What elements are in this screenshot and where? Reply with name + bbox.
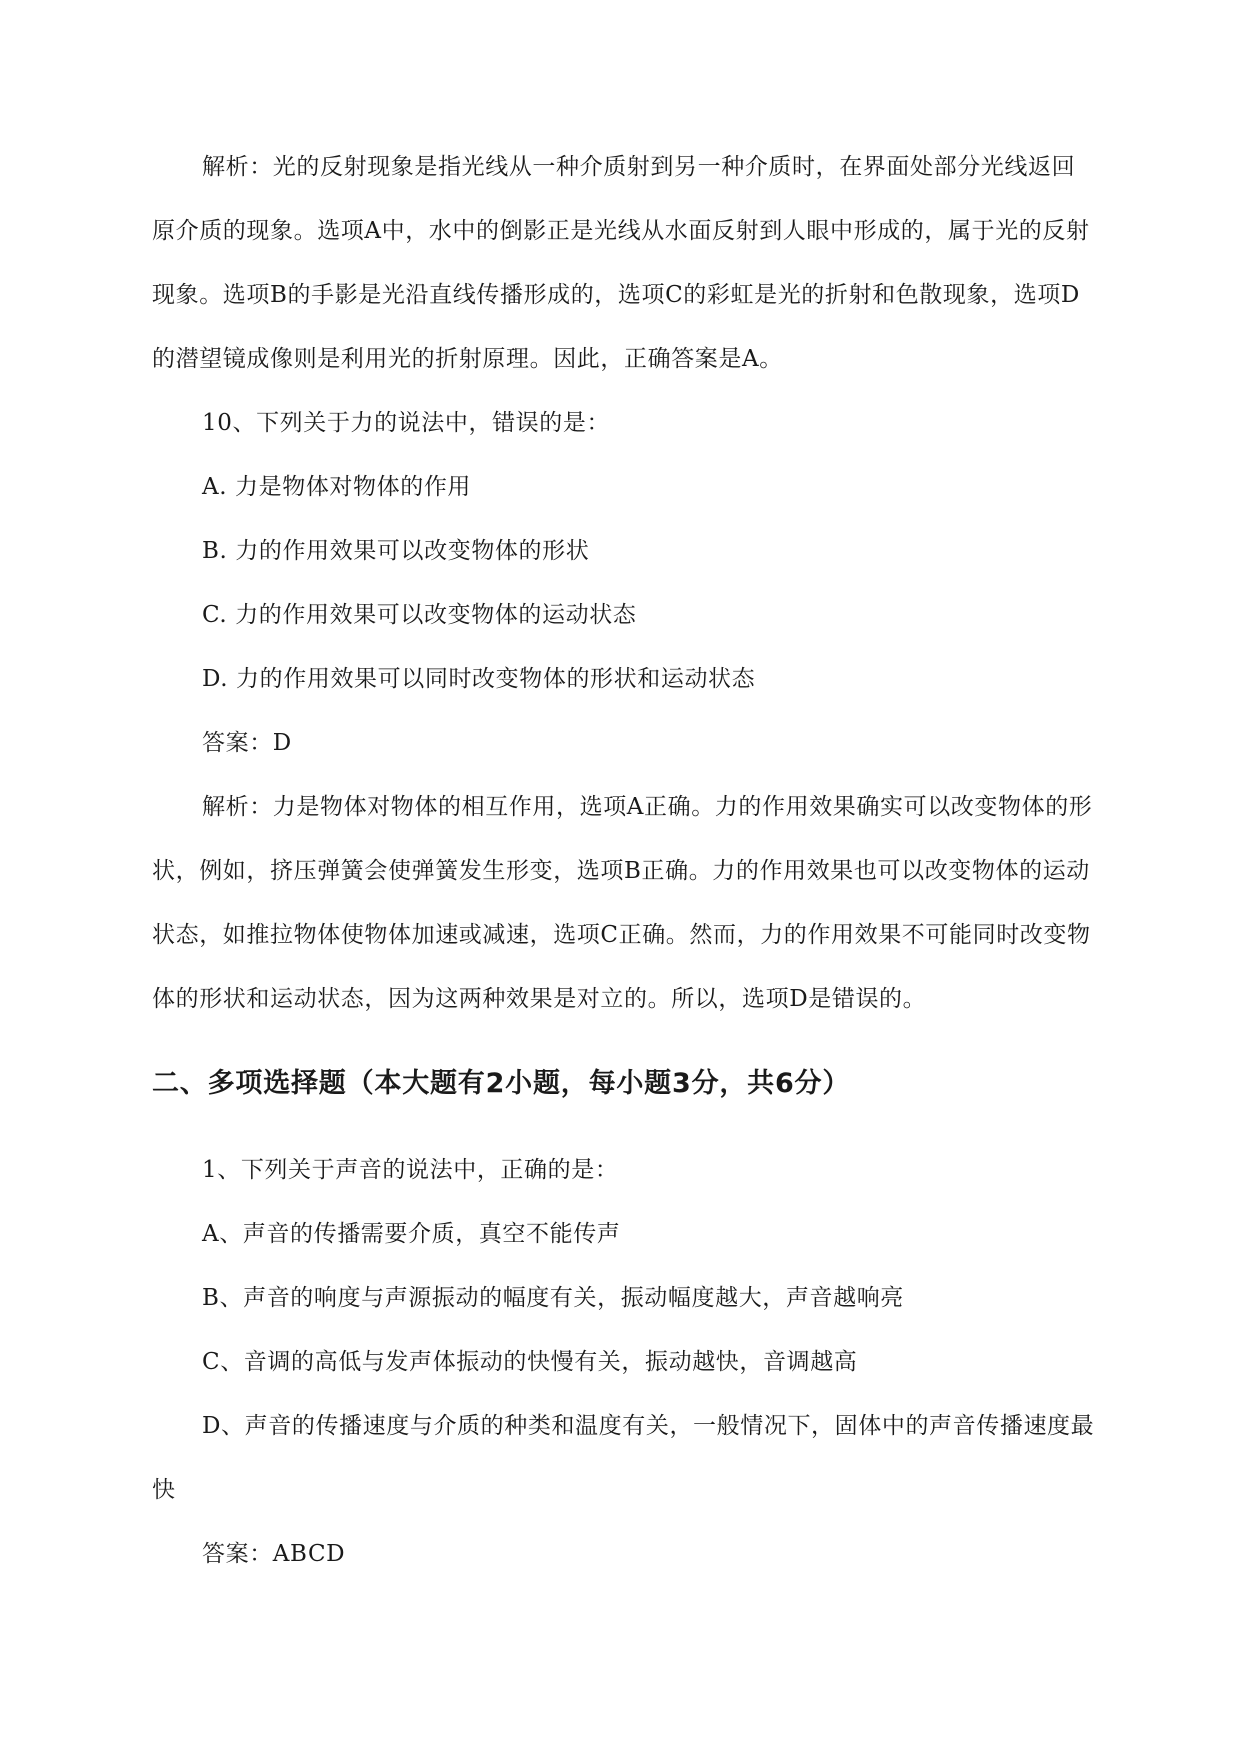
- s2q1-option-a: A、声音的传播需要介质，真空不能传声: [202, 1221, 621, 1247]
- q10-option-b: B. 力的作用效果可以改变物体的形状: [202, 538, 590, 564]
- q10-question: 10、下列关于力的说法中，错误的是：: [202, 410, 611, 436]
- q10-analysis: 解析：力是物体对物体的相互作用，选项A正确。力的作用效果确实可以改变物体的形状，例如，挤压弹簧会使弹簧发生形变，选项B正确。力的作用效果也可以改变物体的运动状态，如推拉物体使物体加速或减速，选项C正确。然而，力的作用效果不可能同时改变物体的形状和运动状态，因为这两种效果是对立的。所以，选项D是错误的。: [152, 794, 1093, 1012]
- s2q1-answer: 答案：ABCD: [202, 1541, 346, 1567]
- q9-analysis: 解析：光的反射现象是指光线从一种介质射到另一种介质时，在界面处部分光线返回原介质的现象。选项A中，水中的倒影正是光线从水面反射到人眼中形成的，属于光的反射现象。选项B的手影是光沿直线传播形成的，选项C的彩虹是光的折射和色散现象，选项D的潜望镜成像则是利用光的折射原理。因此，正确答案是A。: [152, 154, 1090, 372]
- s2q1-option-b: B、声音的响度与声源振动的幅度有关，振动幅度越大，声音越响亮: [202, 1285, 904, 1311]
- q10-option-a: A. 力是物体对物体的作用: [202, 474, 472, 500]
- q10-answer: 答案：D: [202, 730, 292, 756]
- q10-option-d: D. 力的作用效果可以同时改变物体的形状和运动状态: [202, 666, 756, 692]
- s2q1-option-d: D、声音的传播速度与介质的种类和温度有关，一般情况下，固体中的声音传播速度最快: [152, 1413, 1095, 1503]
- s2q1-question: 1、下列关于声音的说法中，正确的是：: [202, 1157, 619, 1183]
- section-2-heading: 二、多项选择题（本大题有2小题，每小题3分，共6分）: [152, 1068, 851, 1099]
- s2q1-option-c: C、音调的高低与发声体振动的快慢有关，振动越快，音调越高: [202, 1349, 858, 1375]
- q10-option-c: C. 力的作用效果可以改变物体的运动状态: [202, 602, 637, 628]
